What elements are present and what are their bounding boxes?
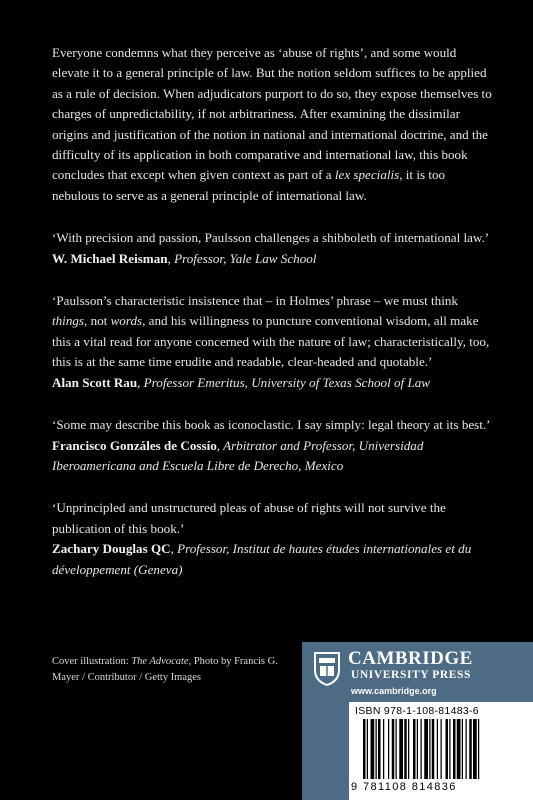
endorsement-italic: things — [52, 313, 85, 329]
endorsement-text-part: , and his willingness to puncture conventional wisdom, all make this a vital read for anyone concerned with the nature of law; characteristically, too, this is at the same time erudite and readable, clear-headed and quotable.’ — [52, 313, 490, 370]
barcode-bar — [376, 719, 377, 779]
barcode-digits: 9 781108 814836 — [351, 781, 457, 793]
barcode-bar — [446, 719, 449, 779]
barcode-bar — [378, 719, 381, 779]
barcode-bar — [383, 719, 384, 779]
cover-credit-text — [52, 654, 292, 686]
back-cover-text — [52, 43, 492, 602]
endorsement-text: ‘Some may describe this book as iconoclastic. I say simply: legal theory at its best.’ — [52, 417, 491, 433]
publisher-subtitle: UNIVERSITY PRESS — [351, 669, 472, 681]
barcode-box — [349, 702, 533, 800]
description-text-end: , it is too nebulous to serve as a general principle of international law. — [52, 167, 446, 203]
publisher-url: www.cambridge.org — [351, 686, 437, 696]
barcode-bar — [429, 719, 430, 779]
endorser-name: Alan Scott Rau — [52, 374, 138, 390]
barcode-bar — [363, 719, 366, 779]
endorsement-text-part: ‘Paulsson’s characteristic insistence that – in Holmes’ phrase – we must think — [52, 293, 458, 309]
endorsement-gonzales — [52, 415, 492, 476]
endorsement-text: ‘With precision and passion, Paulsson challenges a shibboleth of international law.’ — [52, 230, 490, 246]
barcode-bar — [371, 719, 375, 779]
credit-rest: , Photo by Francis G. Mayer / Contributor / Getty Images — [52, 656, 278, 683]
endorsement-reisman — [52, 228, 492, 269]
endorsement-attribution — [52, 539, 492, 580]
barcode-bar — [457, 719, 461, 779]
barcode-bar — [473, 719, 477, 779]
barcode-bar — [388, 719, 389, 779]
barcode-bar — [432, 719, 435, 779]
barcode-bar — [437, 719, 438, 779]
endorser-role: , Professor, Institut de hautes études internationales et du développement (Geneva) — [52, 541, 472, 577]
endorsement-attribution — [52, 373, 492, 393]
book-description — [52, 43, 492, 206]
description-text: Everyone condemns what they perceive as ‘abuse of rights’, and some would elevate it to a general principle of law. But the notion seldom suffices to be applied as a rule of decision. When adjudicators purport to do so, they expose themselves to charges of unpredictability, if not arbitrariness. After examining the dissimilar origins and justification of the notion in national and international doctrine, and the difficulty of its application in both comparative and international law, this book concludes that except when given context as part of a — [52, 45, 492, 183]
barcode-bar — [466, 719, 467, 779]
barcode-bar — [478, 719, 479, 779]
cover-credit — [52, 654, 292, 686]
barcode-bar — [399, 719, 403, 779]
barcode-bar — [404, 719, 407, 779]
barcode-bar — [424, 719, 428, 779]
endorsement-text — [52, 291, 492, 373]
endorsement-attribution — [52, 249, 492, 269]
endorsement-rau — [52, 291, 492, 393]
endorsement-douglas — [52, 498, 492, 580]
endorser-role: , Professor, Yale Law School — [167, 250, 317, 266]
endorser-name: Francisco Gonzáles de Cossío — [52, 437, 217, 453]
barcode-bar — [417, 719, 418, 779]
barcode-bars-icon — [363, 719, 523, 781]
barcode-bar — [408, 719, 409, 779]
barcode-bar — [449, 719, 450, 779]
endorser-name: Zachary Douglas QC — [52, 541, 171, 557]
description-italic: lex specialis — [334, 167, 400, 183]
barcode-bar — [462, 719, 463, 779]
endorsement-attribution — [52, 436, 492, 477]
barcode-bar — [469, 719, 472, 779]
barcode-bar — [441, 719, 442, 779]
cambridge-shield-icon — [312, 650, 342, 688]
isbn-label: ISBN 978-1-108-81483-6 — [355, 705, 479, 717]
credit-title: The Advocate — [131, 656, 189, 667]
barcode-bar — [392, 719, 395, 779]
endorsement-italic: words — [110, 313, 143, 329]
endorser-role: , Professor Emeritus, University of Texas School of Law — [137, 374, 431, 390]
publisher-panel — [302, 642, 533, 800]
endorsement-text: ‘Unprincipled and unstructured pleas of abuse of rights will not survive the publication of this book.’ — [52, 500, 446, 536]
publisher-name: CAMBRIDGE — [348, 648, 473, 669]
barcode-bar — [453, 719, 456, 779]
endorsement-text-part: , not — [84, 313, 111, 329]
barcode-bar — [413, 719, 416, 779]
barcode-bar — [367, 719, 368, 779]
endorser-name: W. Michael Reisman — [52, 250, 168, 266]
credit-prefix: Cover illustration: — [52, 656, 132, 667]
barcode-bar — [421, 719, 422, 779]
endorser-role: , Arbitrator and Professor, Universidad Iberoamericana and Escuela Libre de Derecho, Mexico — [52, 437, 424, 473]
barcode-bar — [396, 719, 397, 779]
